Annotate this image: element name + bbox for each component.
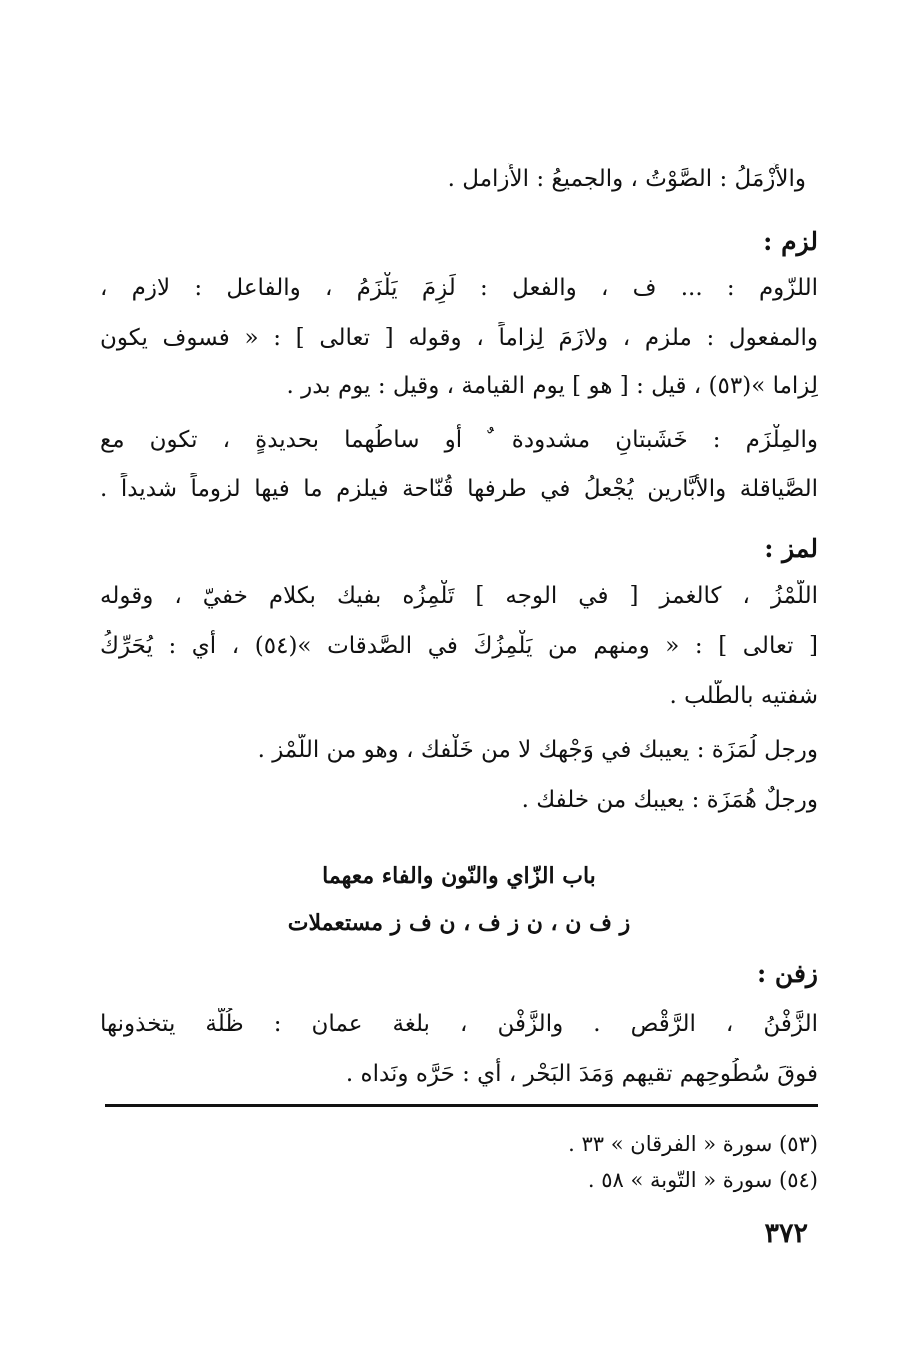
- entry-heading-lazim: لزم :: [763, 227, 818, 256]
- chapter-subtitle: ز ف ن ، ن ز ف ، ن ف ز مستعملات: [287, 910, 631, 936]
- text-line: والمِلْزَم : خَشَبتانِ مشدودة ٌ أو ساطُهما بحديدةٍ ، تكون مع: [100, 427, 818, 453]
- text-line: الصَّياقلة والأبَّارين يُجْعلُ في طرفها قُنّاحة فيلزم ما فيها لزوماً شديداً .: [100, 476, 818, 502]
- text-line: اللَّمْزُ ، كالغمز [ في الوجه ] تَلْمِزُه بفيك بكلام خفيّ ، وقوله: [100, 583, 818, 609]
- page-number: ٣٧٢: [764, 1218, 808, 1249]
- footnote-divider: [105, 1104, 818, 1107]
- text-line: الزَّفْنُ ، الرَّقْص . والزَّفْن ، بلغة عمان : ظُلّة يتخذونها: [100, 1011, 818, 1037]
- text-line: شفتيه بالطّلب .: [669, 683, 818, 709]
- footnote: (٥٣) سورة « الفرقان » ٣٣ .: [568, 1132, 818, 1156]
- footnote: (٥٤) سورة « التّوبة » ٥٨ .: [587, 1168, 818, 1192]
- text-line: فوقَ سُطُوحِهم تقيهم وَمَدَ البَحْر ، أي : حَرَّه ونَداه .: [345, 1061, 818, 1087]
- text-line: والمفعول : ملزم ، ولازَمَ لِزاماً ، وقوله [ تعالى ] : « فسوف يكون: [100, 325, 818, 351]
- chapter-title: باب الزّاي والنّون والفاء معهما: [322, 863, 596, 889]
- entry-heading-lamaz: لمز :: [764, 534, 818, 563]
- text-line: لِزاما »(٥٣) ، قيل : [ هو ] يوم القيامة ، وقيل : يوم بدر .: [286, 373, 818, 399]
- text-line-azmal: والأَزْمَلُ : الصَّوْتُ ، والجميعُ : الأَزامل .: [447, 166, 806, 192]
- text-line: ورجل لُمَزَة : يعيبك في وَجْهك لا من خَلْفك ، وهو من اللَّمْز .: [257, 737, 818, 763]
- text-line: [ تعالى ] : « ومنهم من يَلْمِزُكَ في الصَّدقات »(٥٤) ، أي : يُحَرِّكُ: [100, 633, 818, 659]
- text-line: ورجلٌ هُمَزَة : يعيبك من خلفك .: [521, 787, 818, 813]
- entry-heading-zafan: زفن :: [757, 959, 818, 988]
- text-line: اللزّوم : ... ف ، والفعل : لَزِمَ يَلْزَمُ ، والفاعل : لازم ،: [100, 275, 818, 301]
